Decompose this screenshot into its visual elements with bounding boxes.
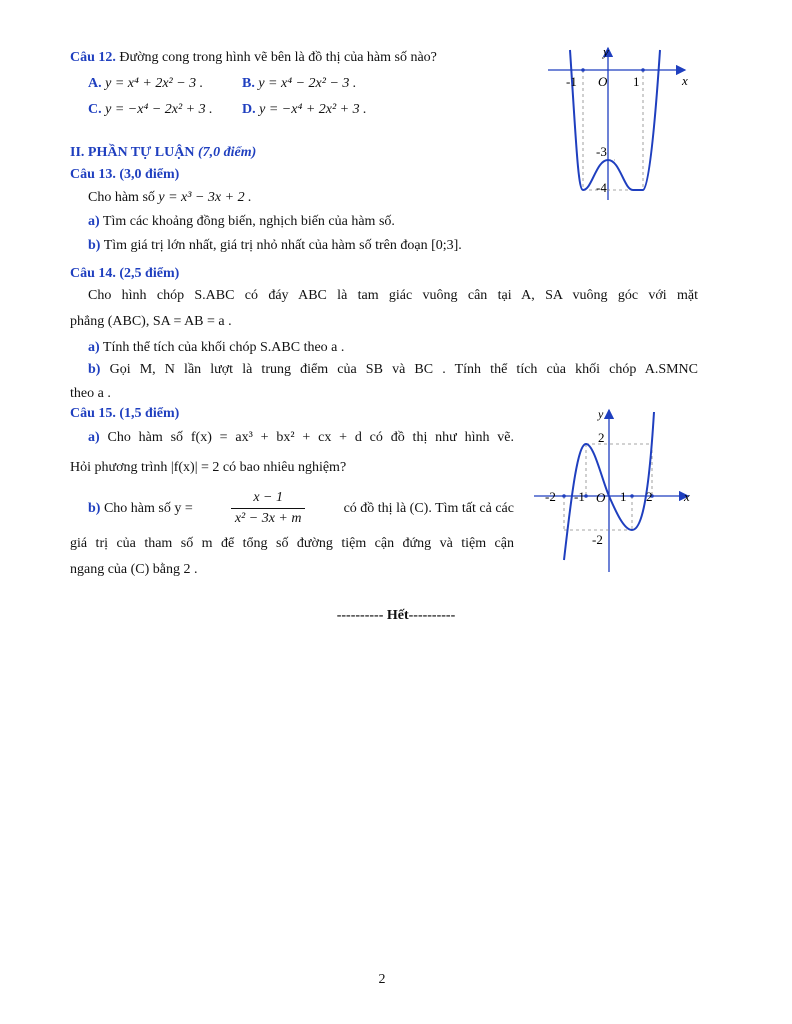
fraction-denominator: x² − 3x + m (234, 511, 302, 526)
option-c-label: C. (88, 102, 102, 117)
q12-question (70, 50, 437, 66)
page-number: 2 (378, 972, 386, 987)
option-c: y = −x⁴ − 2x² + 3 . (105, 102, 213, 117)
q14-line1: Cho hình chóp S.ABC có đáy ABC là tam giác vuông cân tại A, SA vuông góc với mặt (88, 288, 698, 303)
y-axis-label: y (603, 44, 609, 59)
q15-a-line2: Hỏi phương trình |f(x)| = 2 có bao nhiêu nghiệm? (70, 460, 347, 475)
option-a-label: A. (88, 76, 102, 91)
option-d: y = −x⁴ + 2x² + 3 . (259, 102, 367, 117)
y-axis-label: y (598, 407, 604, 421)
part2-points: (7,0 điểm) (197, 145, 257, 160)
q14-line2: phẳng (ABC), SA = AB = a . (70, 314, 232, 329)
origin-label: O (596, 490, 606, 505)
origin-label: O (598, 74, 608, 89)
q12-option-d (242, 102, 367, 118)
q13-title: Câu 13. (3,0 điểm) (70, 167, 180, 182)
q15-title: Câu 15. (1,5 điểm) (70, 406, 180, 421)
part2-title: II. PHẦN TỰ LUẬN (70, 145, 195, 160)
q13-interval: [0;3]. (431, 238, 462, 253)
q14-a: a) Tính thể tích của khối chóp S.ABC theo a . (88, 340, 345, 355)
x-tick-1: 1 (633, 74, 640, 89)
q12-label: Câu 12. (70, 50, 116, 65)
y-tick-2: 2 (598, 430, 605, 445)
q15-b-line2: giá trị của tham số m để tổng số đường tiệm cận đứng và tiệm cận (70, 536, 514, 551)
part2-heading (70, 145, 256, 161)
y-tick-neg3: -3 (596, 144, 607, 159)
option-d-label: D. (242, 102, 256, 117)
x-axis-label: x (684, 489, 690, 504)
x-axis-label: x (682, 73, 688, 88)
x-tick-neg2: -2 (545, 489, 556, 504)
x-tick-2: 2 (646, 489, 653, 504)
q14-b: b) Gọi M, N lần lượt là trung điểm của SB và BC . Tính thể tích của khối chóp A.SMNC (88, 362, 699, 377)
y-tick-neg4: -4 (596, 180, 607, 195)
q12-text: Đường cong trong hình vẽ bên là đồ thị của hàm số nào? (119, 50, 437, 65)
end-marker: ---------- Hết---------- (336, 608, 456, 623)
q13-function: y = x³ − 3x + 2 . (158, 190, 252, 205)
graph-quartic (540, 40, 700, 205)
q13-intro: Cho hàm số y = x³ − 3x + 2 . (88, 190, 252, 205)
q15-b-line3: ngang của (C) bằng 2 . (70, 562, 198, 577)
q15-a: a) Cho hàm số f(x) = ax³ + bx² + cx + d có đồ thị như hình vẽ. (88, 430, 514, 445)
option-b: y = x⁴ − 2x² − 3 . (258, 76, 357, 91)
x-tick-neg1: -1 (574, 489, 585, 504)
fraction-numerator: x − 1 (231, 488, 306, 509)
x-tick-1: 1 (620, 489, 627, 504)
q12-option-b (242, 76, 356, 92)
option-b-label: B. (242, 76, 255, 91)
q12-options-row1 (88, 76, 203, 92)
y-tick-neg2: -2 (592, 532, 603, 547)
q14-title: Câu 14. (2,5 điểm) (70, 266, 180, 281)
q13-a: a) Tìm các khoảng đồng biến, nghịch biến của hàm số. (88, 214, 395, 229)
graph-cubic (528, 400, 708, 578)
x-tick-neg1: -1 (566, 74, 577, 89)
q13-b: b) Tìm giá trị lớn nhất, giá trị nhỏ nhất của hàm số trên đoạn [0;3]. (88, 238, 462, 253)
q12-option-c (88, 102, 213, 118)
q15-fraction (231, 488, 306, 529)
option-a: y = x⁴ + 2x² − 3 . (105, 76, 204, 91)
q14-b-line2: theo a . (70, 386, 111, 401)
q15-b: b) Cho hàm số y = $\frac{x - 1}{\text{x² − 3x + m}}$ có đồ thị là (C). Tìm tất cả các (88, 488, 514, 529)
